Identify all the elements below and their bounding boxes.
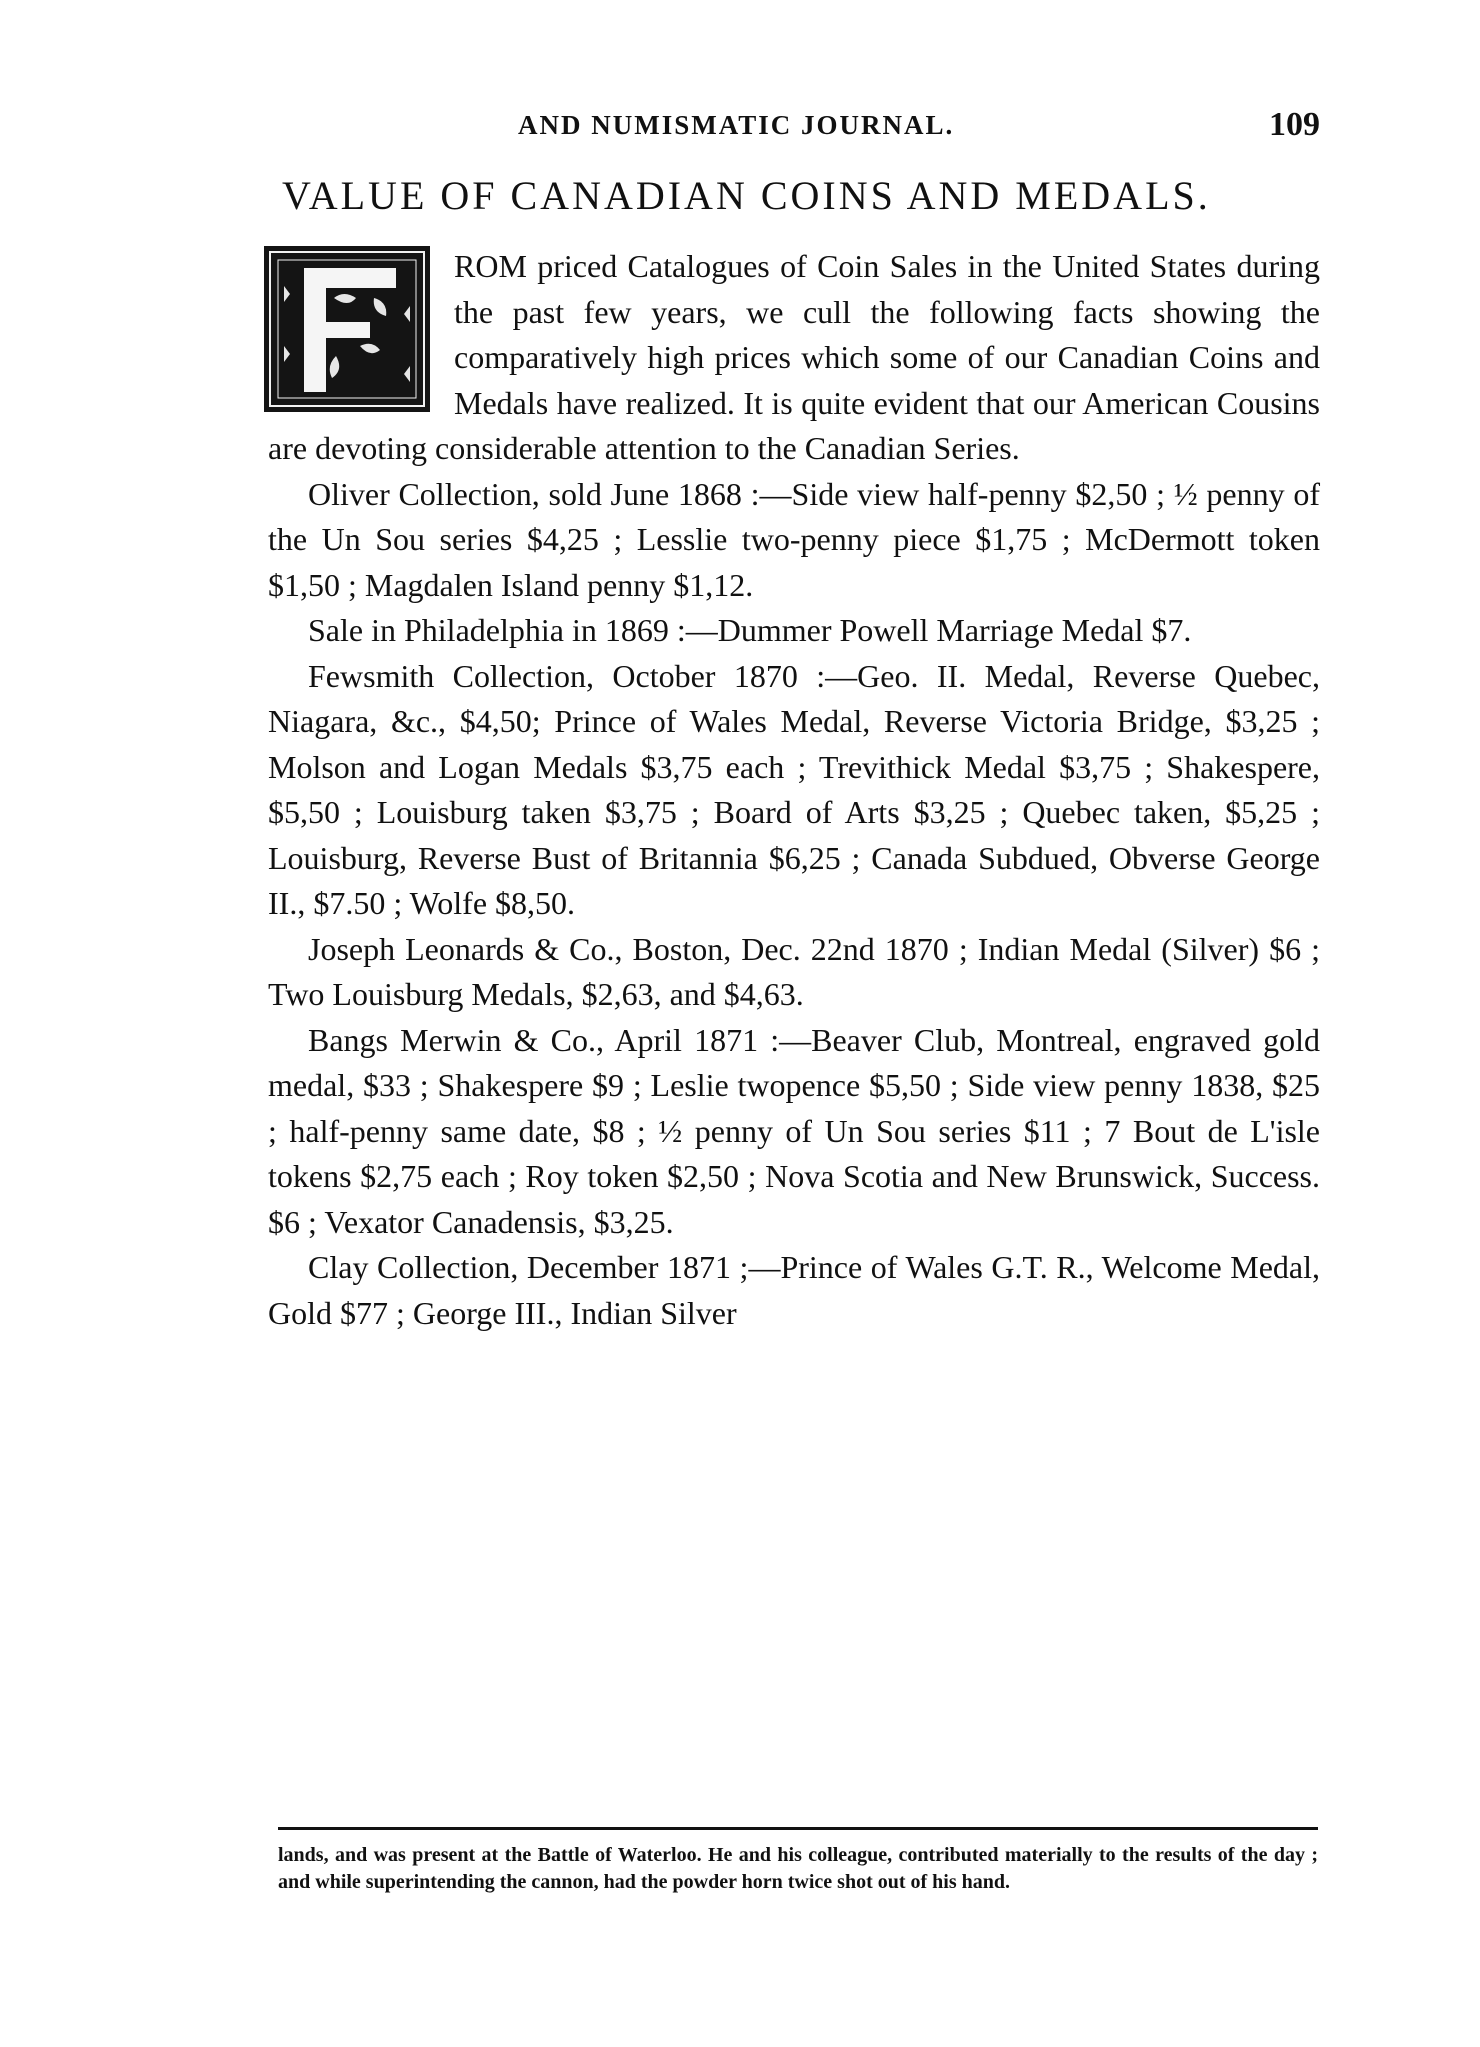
paragraph-bangs-merwin: Bangs Merwin & Co., April 1871 :—Beaver Club, Montreal, engraved gold medal, $33 ; Shakespere $9 ; Leslie twopence $5,50 ; Side view penny 1838, $25 ; half-penny same date, $8 ; ½ penny of Un Sou series $11 ; 7 Bout de L'isle tokens $2,75 each ; Roy token $2,50 ; Nova Scotia and New Brunswick, Success. $6 ; Vexator Canadensis, $3,25. xyxy=(268,1021,1320,1240)
paragraph-clay-collection: Clay Collection, December 1871 ;—Prince of Wales G.T. R., Welcome Medal, Gold $77 ; George III., Indian Silver xyxy=(268,1249,1320,1331)
footnote xyxy=(278,1842,1318,1896)
paragraph-joseph-leonards: Joseph Leonards & Co., Boston, Dec. 22nd 1870 ; Indian Medal (Silver) $6 ; Two Louisburg Medals, $2,63, and $4,63. xyxy=(268,930,1320,1012)
article-body xyxy=(268,244,1320,1336)
footnote-text: lands, and was present at the Battle of Waterloo. He and his colleague, contributed materially to the results of the day ; and while superintending the cannon, had the powder horn twice shot out of his hand. xyxy=(278,1844,1318,1893)
ornamental-drop-cap xyxy=(264,246,430,412)
page-number: 109 xyxy=(1269,106,1320,143)
running-head xyxy=(268,106,1320,150)
paragraph-intro-text: ROM priced Catalogues of Coin Sales in the United States during the past few years, we cull the following facts showing the comparatively high prices which some of our Canadian Coins and Medals have realized. It is quite evident that our American Cousins are devoting considerable attention to the Canadian Series. xyxy=(268,248,1320,466)
paragraph-philadelphia-sale: Sale in Philadelphia in 1869 :—Dummer Powell Marriage Medal $7. xyxy=(308,612,1192,648)
paragraph-intro xyxy=(268,244,1320,472)
article-title: VALUE OF CANADIAN COINS AND MEDALS. xyxy=(282,173,1211,218)
running-title: AND NUMISMATIC JOURNAL. xyxy=(518,110,955,140)
paragraph-oliver-collection: Oliver Collection, sold June 1868 :—Side view half-penny $2,50 ; ½ penny of the Un Sou series $4,25 ; Lesslie two-penny piece $1,75 ; McDermott token $1,50 ; Magdalen Island penny $1,12. xyxy=(268,475,1320,603)
paragraph-fewsmith-collection: Fewsmith Collection, October 1870 :—Geo. II. Medal, Reverse Quebec, Niagara, &c., $4,50; Prince of Wales Medal, Reverse Victoria Bridge, $3,25 ; Molson and Logan Medals $3,75 each ; Trevithick Medal $3,75 ; Shakespere, $5,50 ; Louisburg taken $3,75 ; Board of Arts $3,25 ; Quebec taken, $5,25 ; Louisburg, Reverse Bust of Britannia $6,25 ; Canada Subdued, Obverse George II., $7.50 ; Wolfe $8,50. xyxy=(268,657,1320,921)
footnote-divider xyxy=(278,1827,1318,1830)
